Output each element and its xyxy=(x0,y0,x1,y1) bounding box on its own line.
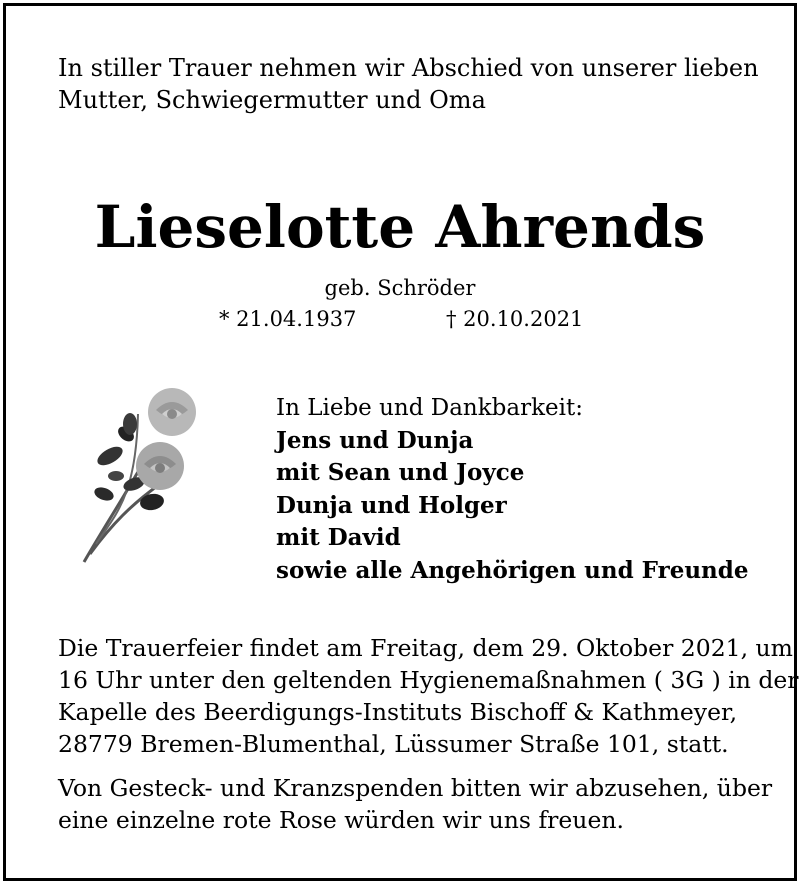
flowers-note xyxy=(58,772,773,836)
mourner-entry: Dunja und Holger xyxy=(276,491,507,519)
service-line: Kapelle des Beerdigungs-Instituts Bischoff & Kathmeyer, xyxy=(58,698,738,726)
service-line: 28779 Bremen-Blumenthal, Lüssumer Straße 101, statt. xyxy=(58,730,729,758)
rose-icon xyxy=(76,384,216,574)
mourners-list xyxy=(276,425,749,588)
obituary-notice xyxy=(3,3,797,881)
flowers-line: eine einzelne rote Rose würden wir uns freuen. xyxy=(58,806,624,834)
mourners-block xyxy=(276,392,749,587)
maiden-name: geb. Schröder xyxy=(324,276,476,300)
mourner-entry: Jens und Dunja xyxy=(276,426,474,454)
flowers-line: Von Gesteck- und Kranzspenden bitten wir abzusehen, über xyxy=(58,774,773,802)
deceased-name: Lieselotte Ahrends xyxy=(94,193,706,261)
mourners-heading: In Liebe und Dankbarkeit: xyxy=(276,395,583,421)
death-date: † 20.10.2021 xyxy=(446,307,584,331)
intro-text xyxy=(58,52,758,116)
service-info xyxy=(58,632,799,760)
intro-line: Mutter, Schwiegermutter und Oma xyxy=(58,86,486,114)
service-line: Die Trauerfeier findet am Freitag, dem 29. Oktober 2021, um xyxy=(58,634,793,662)
service-line: 16 Uhr unter den geltenden Hygienemaßnahmen ( 3G ) in der xyxy=(58,666,799,694)
intro-line: In stiller Trauer nehmen wir Abschied von unserer lieben xyxy=(58,54,759,82)
mourner-entry: mit David xyxy=(276,524,401,551)
mourner-entry: mit Sean und Joyce xyxy=(276,459,525,486)
birth-date: * 21.04.1937 xyxy=(219,307,357,331)
mourner-entry: sowie alle Angehörigen und Freunde xyxy=(276,556,749,584)
